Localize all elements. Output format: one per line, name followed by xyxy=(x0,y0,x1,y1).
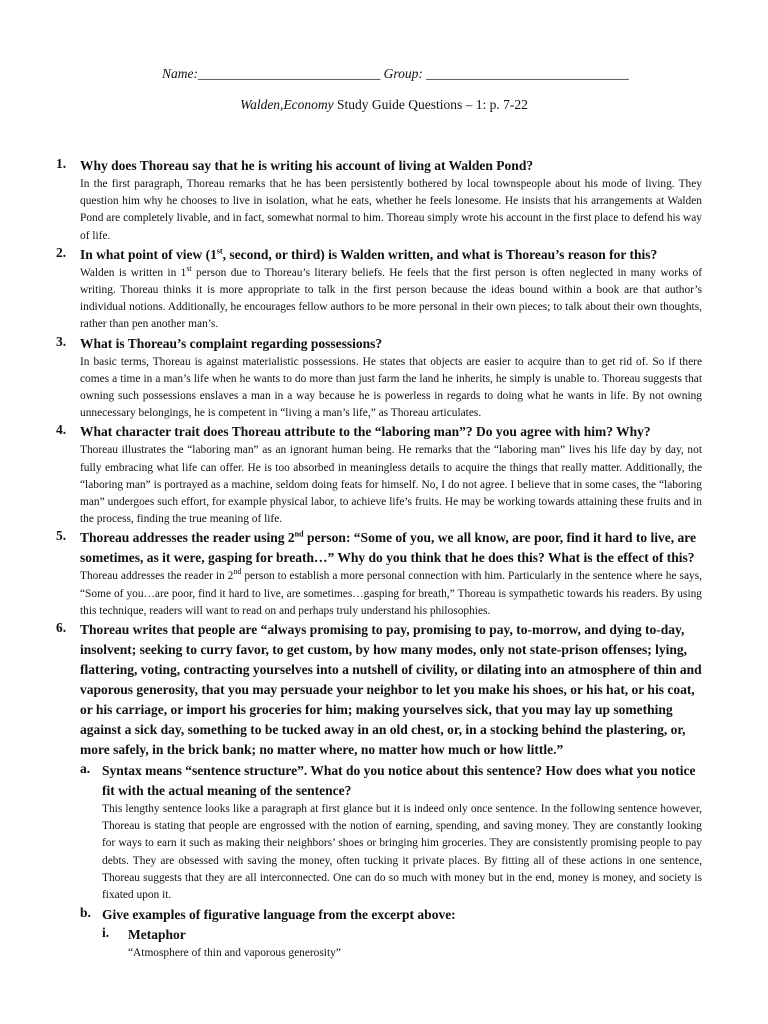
question-number: 2. xyxy=(56,244,67,260)
question-4 xyxy=(56,422,702,528)
roman-numeral: i. xyxy=(102,925,110,941)
question-text: In what point of view (1st, second, or third) is Walden written, and what is Thoreau’s reason for this? xyxy=(80,246,658,262)
name-group-line xyxy=(162,66,629,82)
question-number: 1. xyxy=(56,156,67,171)
figure-type-label: Metaphor xyxy=(128,927,186,943)
question-number: 5. xyxy=(56,528,67,544)
name-blank: ___________________________ xyxy=(198,66,381,81)
question-text: What is Thoreau’s complaint regarding possessions? xyxy=(80,335,383,351)
question-number: 6. xyxy=(56,620,67,636)
group-blank: ______________________________ xyxy=(426,66,629,81)
name-label: Name: xyxy=(162,66,198,81)
chapter-title: Economy xyxy=(283,97,334,112)
sub-question-text: Give examples of figurative language from the excerpt above: xyxy=(102,907,456,923)
answer-text: Walden is written in 1st person due to Thoreau’s literary beliefs. He feels that the first person is often neglected in many works of writing. Thoreau thinks it is more appropriate to talk in the first person because the ideas bound within a book are that author’s individual notions. Additionally, he encourages fellow authors to be more personal in their own pieces; to talk about their own thoughts, rather than pen another man’s. xyxy=(80,264,702,331)
document-title xyxy=(0,97,768,113)
question-number: 3. xyxy=(56,333,67,349)
sub-question-letter: b. xyxy=(80,905,91,921)
book-title: Walden, xyxy=(240,97,284,112)
question-list xyxy=(56,156,702,962)
sub-question-b xyxy=(80,905,702,962)
group-label: Group: xyxy=(383,66,423,81)
question-1 xyxy=(56,156,702,245)
answer-text: In basic terms, Thoreau is against materialistic possessions. He states that objects are easier to acquire than to get rid of. So if there comes a time in a man’s life when he wants to do more than just farm the land he inherits, he simply is unable to. Thoreau suggests that owning such possessions enslaves a man in a way because he is powerless in regards to doing what he wants in life. By not owning unnecessary belongings, he is competent in “living a man’s life,” as Thoreau articulates. xyxy=(80,355,702,420)
sub-question-a xyxy=(80,761,702,904)
question-3 xyxy=(56,334,702,423)
question-5 xyxy=(56,528,702,620)
sub-question-text: Syntax means “sentence structure”. What do you notice about this sentence? How does what you notice fit with the actual meaning of the sentence? xyxy=(102,763,696,799)
question-text: Why does Thoreau say that he is writing his account of living at Walden Pond? xyxy=(80,158,534,173)
answer-text: In the first paragraph, Thoreau remarks that he has been persistently bothered by local townspeople about his mode of living. They question him why he chooses to live in isolation, what he eats, whether he feels lonesome. He insists that his arrangements at Walden Pond are completely livable, and in fact, somewhat normal to him. Thoreau simply wrote his account in the first place to defend his way of life. xyxy=(80,178,702,242)
question-text: What character trait does Thoreau attribute to the “laboring man”? Do you agree with him? Why? xyxy=(80,424,651,440)
question-text: Thoreau addresses the reader using 2nd person: “Some of you, we all know, are poor, find it hard to live, are sometimes, as it were, gasping for breath…” Why do you think that he does this? What is the effect of this? xyxy=(80,529,696,566)
title-rest: Study Guide Questions – 1: p. 7-22 xyxy=(337,97,528,112)
question-6 xyxy=(56,620,702,962)
question-number: 4. xyxy=(56,422,67,438)
sub-answer-text: This lengthy sentence looks like a paragraph at first glance but it is indeed only once sentence. In the following sentence however, Thoreau is stating that people are engrossed with the notion of earning, spending, and saving money. They are constantly looking for ways to earn it such as making their neighbors’ shoes or bringing him groceries. They are consistently promising people to pay debts. They are obsessed with saving the money, often tucking it private places. By fitting all of these actions in one sentence, Thoreau suggests that they are all interconnected. One can do so much with money but in the end, money is money, and society is fixated upon it. xyxy=(102,803,702,902)
question-text: Thoreau writes that people are “always promising to pay, promising to pay, to-morrow, and dying to-day, insolvent; seeking to curry favor, to get custom, by how many modes, only not state-prison offenses; lying, flattering, voting, contracting yourselves into a nutshell of civility, or dilating into an atmosphere of thin and vaporous generosity, that you may persuade your neighbor to let you make his shoes, or his hat, or his coat, or his carriage, or import his groceries for him; making yourselves sick, that you may lay up something against a sick day, something to be tucked away in an old chest, or, in a stocking behind the plastering, or, more safely, in the brick bank; no matter where, no matter how much or how little.” xyxy=(80,622,702,758)
sub-question-letter: a. xyxy=(80,761,91,777)
figure-example: “Atmosphere of thin and vaporous generosity” xyxy=(128,947,341,960)
answer-text: Thoreau illustrates the “laboring man” as an ignorant human being. He remarks that the “laboring man” lives his life day by day, not fully embracing what life can offer. He is too absorbed in meaningless details to acquire the things that really matter. Additionally, the “laboring man” is portrayed as a machine, seldom doing feats for himself. No, I do not agree. I believe that in some cases, the “laboring man” undergoes such effort, for example physical labor, to achieve life’s fruits. He may be working towards attaining these fruits and in the process, finding the true meaning of life. xyxy=(80,444,702,526)
question-2 xyxy=(56,245,702,334)
sub-sub-question-i xyxy=(102,925,702,962)
answer-text: Thoreau addresses the reader in 2nd person to establish a more personal connection with him. Particularly in the sentence where he says, “Some of you…are poor, find it hard to live, are sometimes…gasping for breath,” Thoreau is sympathetic towards his readers. By using this technique, readers will want to read on and perhaps truly understand his philosophies. xyxy=(80,567,702,617)
